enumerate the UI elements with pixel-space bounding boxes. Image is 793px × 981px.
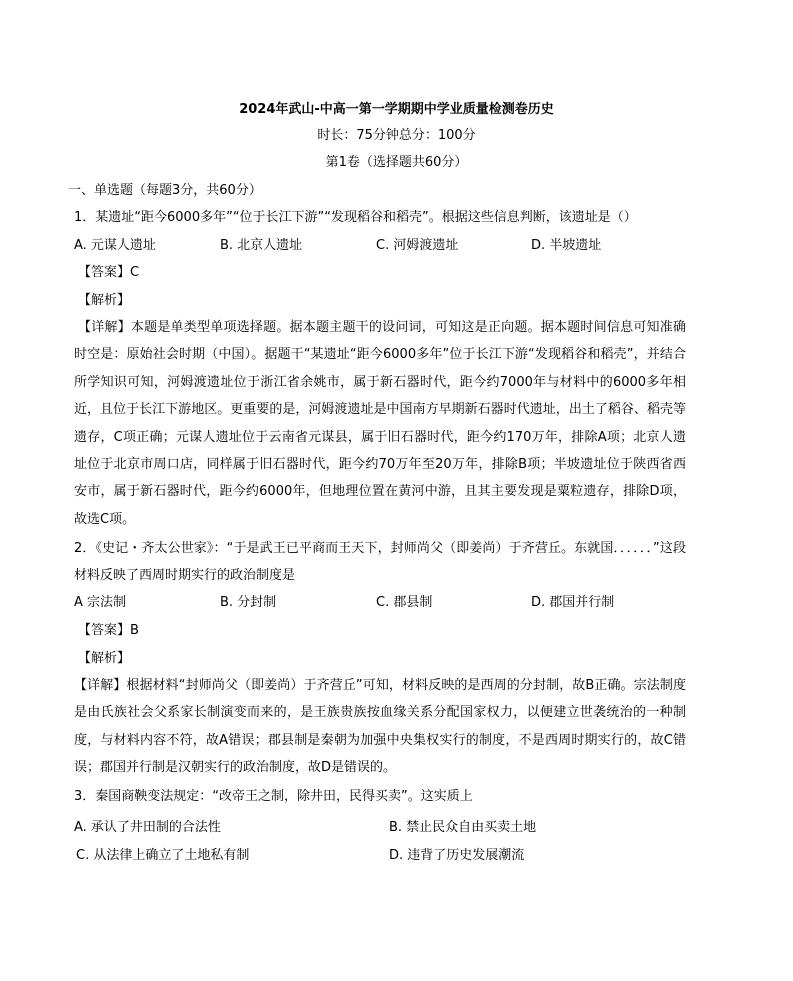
q1-option-b: B. 北京人遗址 <box>220 238 303 253</box>
section-heading: 一、单选题（每题3分，共60分） <box>68 183 262 198</box>
q2-answer: 【答案】B <box>78 623 139 638</box>
q3-option-d: D. 违背了历史发展潮流 <box>389 848 525 863</box>
q2-detail: 【详解】根据材料“封师尚父（即姜尚）于齐营丘”可知，材料反映的是西周的分封制，故B正确。宗法制度是由氏族社会父系家长制演变而来的，是王族贵族按血缘关系分配国家权力，以便建立世袭统治的一种制度，与材料内容不符，故A错误；郡县制是秦朝为加强中央集权实行的制度，不是西周时期实行的，故C错误；郡国并行制是汉朝实行的政治制度，故D是错误的。 <box>74 678 686 776</box>
q1-option-d: D. 半坡遗址 <box>531 238 602 253</box>
q2-analysis-label: 【解析】 <box>78 651 131 666</box>
volume-heading: 第1卷（选择题共60分） <box>325 155 468 170</box>
q1-option-c: C. 河姆渡遗址 <box>376 238 459 253</box>
exam-meta: 时长：75分钟总分：100分 <box>317 128 476 143</box>
q3-option-b: B. 禁止民众自由买卖土地 <box>389 820 537 835</box>
q2-stem: 2．《史记・齐太公世家》：“于是武王已平商而王天下，封师尚父（即姜尚）于齐营丘。东就国．．．．．．”这段材料反映了西周时期实行的政治制度是 <box>74 541 686 584</box>
exam-title: 2024年武山-中高一第一学期期中学业质量检测卷历史 <box>239 102 554 117</box>
q1-answer: 【答案】C <box>78 265 140 280</box>
q3-option-c: C. 从法律上确立了土地私有制 <box>76 848 250 863</box>
q2-option-a: A 宗法制 <box>74 595 127 610</box>
q2-option-b: B. 分封制 <box>220 595 277 610</box>
q3-stem: 3．秦国商鞅变法规定：“改帝王之制，除井田，民得买卖”。这实质上 <box>74 789 473 804</box>
q2-option-c: C. 郡县制 <box>376 595 433 610</box>
q1-stem: 1．某遗址“距今6000多年”“位于长江下游”“发现稻谷和稻壳”。根据这些信息判断，该遗址是（） <box>74 210 637 225</box>
q3-option-a: A. 承认了井田制的合法性 <box>74 820 221 835</box>
q2-option-d: D. 郡国并行制 <box>531 595 615 610</box>
q1-detail: 【详解】本题是单类型单项选择题。据本题主题干的设问词，可知这是正向题。据本题时间信息可知准确时空是：原始社会时期（中国）。据题干“某遗址“距今6000多年”位于长江下游“发现稻谷和稻壳”，并结合所学知识可知，河姆渡遗址位于浙江省余姚市，属于新石器时代，距今约7000年与材料中的6000多年相近，且位于长江下游地区。更重要的是，河姆渡遗址是中国南方早期新石器时代遗址，出土了稻谷、稻壳等遗存，C项正确；元谋人遗址位于云南省元谋县，属于旧石器时代，距今约170万年，排除A项；北京人遗址位于北京市周口店，同样属于旧石器时代，距今约70万年至20万年，排除B项；半坡遗址位于陕西省西安市，属于新石器时代，距今约6000年，但地理位置在黄河中游，且其主要发现是粟粒遗存，排除D项，故选C项。 <box>74 320 686 527</box>
q1-analysis-label: 【解析】 <box>78 293 131 308</box>
q1-option-a: A. 元谋人遗址 <box>74 238 156 253</box>
